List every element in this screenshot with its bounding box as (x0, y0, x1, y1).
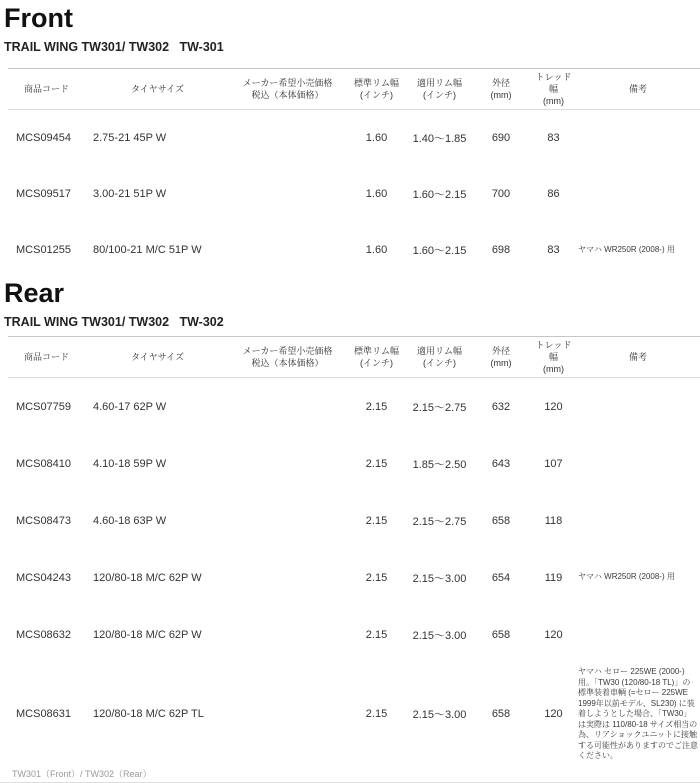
bottom-divider (0, 782, 700, 783)
standard-rim-width-cell: 2.15 (365, 571, 388, 584)
footnote: TW301（Front）/ TW302（Rear） (12, 768, 152, 779)
tire-size-cell: 2.75-21 45P W (93, 132, 167, 144)
table-row (8, 435, 700, 492)
column-header-tread-width (531, 337, 576, 378)
product-code-cell: MCS07759 (16, 400, 72, 413)
standard-rim-width-cell: 2.15 (365, 400, 388, 413)
front-section (0, 3, 700, 278)
tread-width-cell: 119 (544, 571, 563, 584)
table-row (8, 110, 700, 167)
column-header-outer-diameter (471, 337, 531, 378)
tire-size-cell: 4.60-18 63P W (93, 514, 167, 527)
column-header-tread-width (531, 69, 576, 110)
tread-width-cell: 118 (544, 514, 563, 527)
column-header-text: タイヤサイズ (130, 352, 185, 362)
standard-rim-width-cell: 2.15 (365, 708, 388, 721)
remarks-cell (576, 606, 700, 663)
remarks-cell (576, 110, 700, 167)
column-header-text: メーカー希望小売価格 (242, 346, 333, 356)
column-header-text: メーカー希望小売価格 (242, 78, 333, 88)
outer-diameter-cell: 658 (491, 708, 511, 721)
standard-rim-width-cell: 1.60 (365, 244, 388, 256)
column-header-text: (インチ) (360, 358, 393, 368)
column-header-text: 備考 (628, 352, 647, 362)
price-cell (230, 663, 345, 766)
column-header-text: 標準リム幅 (353, 346, 399, 356)
column-header-applicable-rim-width (408, 337, 471, 378)
tire-size-cell: 80/100-21 M/C 51P W (93, 244, 202, 256)
table-row (8, 663, 700, 766)
column-header-text: 適用リム幅 (416, 78, 462, 88)
front-spec-table (8, 68, 700, 278)
tire-size-cell: 4.60-17 62P W (93, 400, 167, 413)
applicable-rim-width-cell: 2.15～2.75 (412, 401, 467, 414)
outer-diameter-cell: 690 (491, 132, 511, 144)
column-header-text: 税込（本体価格） (251, 90, 324, 100)
remarks-cell: ヤマハ WR250R (2008-) 用 (578, 572, 675, 582)
column-header-msrp (230, 69, 345, 110)
column-header-text: 外径 (491, 346, 510, 356)
applicable-rim-width-cell: 2.15～3.00 (412, 629, 467, 642)
tread-width-cell: 120 (544, 708, 563, 721)
tire-size-cell: 4.10-18 59P W (93, 457, 167, 470)
column-header-text: (mm) (543, 96, 564, 106)
column-header-text: 外径 (491, 78, 510, 88)
column-header-text: タイヤサイズ (130, 84, 185, 94)
remarks-cell (576, 435, 700, 492)
rear-spec-table (8, 336, 700, 766)
column-header-product-code (8, 69, 85, 110)
remarks-cell (576, 378, 700, 436)
column-header-text: 適用リム幅 (416, 346, 462, 356)
column-header-text: 備考 (628, 84, 647, 94)
column-header-outer-diameter (471, 69, 531, 110)
applicable-rim-width-cell: 2.15～3.00 (412, 709, 467, 722)
column-header-remarks (576, 69, 700, 110)
product-code-cell: MCS09517 (16, 188, 72, 200)
tire-size-cell: 120/80-18 M/C 62P W (93, 571, 202, 584)
remarks-cell (576, 492, 700, 549)
column-header-tire-size (85, 69, 230, 110)
column-header-text: (インチ) (360, 90, 393, 100)
outer-diameter-cell: 654 (491, 571, 511, 584)
standard-rim-width-cell: 2.15 (365, 514, 388, 527)
rear-subtitle: TRAIL WING TW301/ TW302 TW-302 (4, 315, 224, 329)
column-header-text: (mm) (543, 364, 564, 374)
standard-rim-width-cell: 1.60 (365, 132, 388, 144)
product-code-cell: MCS04243 (16, 571, 72, 584)
table-header-row (8, 69, 700, 110)
table-row (8, 166, 700, 222)
table-row (8, 549, 700, 606)
tread-width-cell: 120 (544, 628, 563, 641)
front-subtitle: TRAIL WING TW301/ TW302 TW-301 (4, 40, 224, 54)
price-cell (230, 492, 345, 549)
outer-diameter-cell: 698 (491, 244, 511, 256)
outer-diameter-cell: 658 (491, 628, 511, 641)
column-header-text: トレッド幅 (535, 72, 572, 94)
price-cell (230, 549, 345, 606)
tread-width-cell: 83 (547, 244, 560, 256)
outer-diameter-cell: 700 (491, 188, 511, 200)
applicable-rim-width-cell: 1.60～2.15 (412, 189, 467, 201)
price-cell (230, 378, 345, 436)
remarks-cell: ヤマハ WR250R (2008-) 用 (578, 244, 675, 254)
outer-diameter-cell: 658 (491, 514, 511, 527)
applicable-rim-width-cell: 1.40～1.85 (412, 133, 467, 145)
remarks-cell: ヤマハ セロー 225WE (2000-) 用。「TW30 (120/80-18 TL)」の標準装着車輌 (=セロー 225WE 1999年以前モデル、SL230) に装着しようとした場合、「TW30」は実際は 110/80-18 サイズ相当の為、リアショックユニットに接触する可能性がありますのでご注意ください。 (578, 667, 698, 760)
product-code-cell: MCS01255 (16, 244, 72, 256)
column-header-tire-size (85, 337, 230, 378)
rear-heading: Rear (4, 278, 65, 308)
product-code-cell: MCS08632 (16, 628, 72, 641)
column-header-standard-rim-width (345, 337, 408, 378)
tread-width-cell: 83 (547, 132, 560, 144)
price-cell (230, 606, 345, 663)
tread-width-cell: 107 (544, 457, 563, 470)
column-header-text: (mm) (490, 90, 512, 100)
column-header-standard-rim-width (345, 69, 408, 110)
column-header-applicable-rim-width (408, 69, 471, 110)
column-header-text: 商品コード (23, 84, 69, 94)
standard-rim-width-cell: 2.15 (365, 628, 388, 641)
price-cell (230, 435, 345, 492)
remarks-cell (576, 166, 700, 222)
table-row (8, 606, 700, 663)
column-header-msrp (230, 337, 345, 378)
column-header-remarks (576, 337, 700, 378)
table-row (8, 492, 700, 549)
outer-diameter-cell: 632 (491, 400, 511, 413)
column-header-text: (インチ) (423, 90, 456, 100)
product-code-cell: MCS08410 (16, 457, 72, 470)
applicable-rim-width-cell: 1.60～2.15 (412, 245, 467, 257)
table-row (8, 222, 700, 278)
price-cell (230, 222, 345, 278)
outer-diameter-cell: 643 (491, 457, 511, 470)
product-code-cell: MCS08631 (16, 708, 72, 721)
table-row (8, 378, 700, 436)
column-header-product-code (8, 337, 85, 378)
tread-width-cell: 86 (547, 188, 560, 200)
rear-section (0, 278, 700, 766)
column-header-text: トレッド幅 (535, 340, 572, 362)
front-heading: Front (4, 3, 73, 33)
applicable-rim-width-cell: 2.15～3.00 (412, 572, 467, 585)
tread-width-cell: 120 (544, 400, 563, 413)
applicable-rim-width-cell: 2.15～2.75 (412, 515, 467, 528)
tire-size-cell: 3.00-21 51P W (93, 188, 167, 200)
column-header-text: 税込（本体価格） (251, 358, 324, 368)
standard-rim-width-cell: 2.15 (365, 457, 388, 470)
standard-rim-width-cell: 1.60 (365, 188, 388, 200)
price-cell (230, 110, 345, 167)
table-header-row (8, 337, 700, 378)
tire-size-cell: 120/80-18 M/C 62P TL (93, 708, 204, 721)
column-header-text: 商品コード (23, 352, 69, 362)
product-code-cell: MCS08473 (16, 514, 72, 527)
tire-size-cell: 120/80-18 M/C 62P W (93, 628, 202, 641)
column-header-text: (インチ) (423, 358, 456, 368)
column-header-text: 標準リム幅 (353, 78, 399, 88)
column-header-text: (mm) (490, 358, 512, 368)
price-cell (230, 166, 345, 222)
product-code-cell: MCS09454 (16, 132, 72, 144)
applicable-rim-width-cell: 1.85～2.50 (412, 458, 467, 471)
